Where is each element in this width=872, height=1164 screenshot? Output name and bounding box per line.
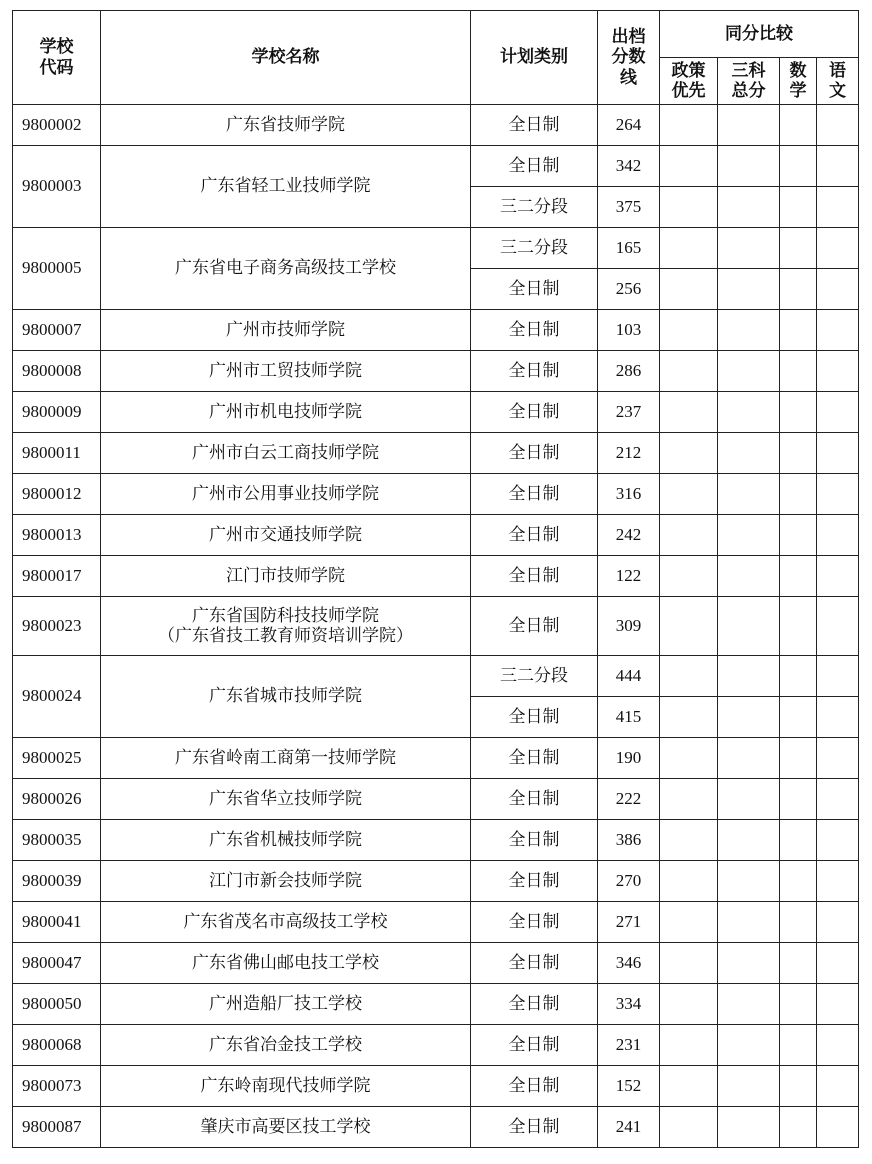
school-name-cell: [101, 146, 471, 228]
school-code-cell: 9800087: [13, 1107, 101, 1148]
chinese-cell: [817, 779, 859, 820]
school-name-cell: [101, 1107, 471, 1148]
math-cell: [780, 1025, 817, 1066]
three-subject-total-cell: [718, 820, 780, 861]
policy-priority-cell: [660, 902, 718, 943]
school-name-cell: [101, 392, 471, 433]
plan-type-cell: 全日制: [471, 738, 598, 779]
plan-type-cell: 全日制: [471, 984, 598, 1025]
chinese-cell: [817, 105, 859, 146]
school-code-cell: 9800005: [13, 228, 101, 310]
school-code-cell: 9800026: [13, 779, 101, 820]
school-name-line: 广州市交通技师学院: [209, 524, 362, 545]
chinese-cell: [817, 1107, 859, 1148]
policy-priority-cell: [660, 1107, 718, 1148]
plan-type-cell: 全日制: [471, 392, 598, 433]
school-name-cell: [101, 779, 471, 820]
policy-priority-cell: [660, 556, 718, 597]
table-row: [13, 515, 859, 556]
school-code-cell: 9800008: [13, 351, 101, 392]
math-cell: [780, 105, 817, 146]
school-name-line: 广州造船厂技工学校: [209, 993, 362, 1014]
policy-priority-cell: [660, 597, 718, 656]
school-name-line: 广东省机械技师学院: [209, 829, 362, 850]
plan-type-cell: 全日制: [471, 820, 598, 861]
table-row: [13, 943, 859, 984]
school-name-line: 广州市机电技师学院: [209, 401, 362, 422]
math-cell: [780, 656, 817, 697]
chinese-cell: [817, 515, 859, 556]
header-sub-line: 学: [789, 81, 807, 101]
table-row: [13, 738, 859, 779]
school-name-cell: [101, 228, 471, 310]
school-code-cell: 9800024: [13, 656, 101, 738]
header-sub-line: 数: [789, 60, 807, 81]
table-row: [13, 474, 859, 515]
chinese-cell: [817, 187, 859, 228]
table-row: [13, 902, 859, 943]
school-name-line: 广东省技师学院: [226, 114, 345, 135]
table-row: [13, 392, 859, 433]
policy-priority-cell: [660, 310, 718, 351]
plan-type-cell: 全日制: [471, 351, 598, 392]
header-three-subject-total: [718, 58, 780, 105]
school-name-line: 广东省国防科技技师学院: [192, 605, 379, 626]
three-subject-total-cell: [718, 310, 780, 351]
school-name-cell: [101, 474, 471, 515]
math-cell: [780, 779, 817, 820]
header-sub-line: 总分: [731, 81, 766, 101]
school-code-cell: 9800039: [13, 861, 101, 902]
table-row: [13, 146, 859, 187]
math-cell: [780, 392, 817, 433]
three-subject-total-cell: [718, 861, 780, 902]
chinese-cell: [817, 943, 859, 984]
header-policy-priority: [660, 58, 718, 105]
table-row: [13, 820, 859, 861]
chinese-cell: [817, 392, 859, 433]
cutoff-score-cell: 286: [598, 351, 660, 392]
math-cell: [780, 738, 817, 779]
school-name-cell: [101, 984, 471, 1025]
cutoff-score-cell: 222: [598, 779, 660, 820]
school-name-cell: [101, 515, 471, 556]
math-cell: [780, 902, 817, 943]
three-subject-total-cell: [718, 902, 780, 943]
school-code-cell: 9800003: [13, 146, 101, 228]
school-name-line: 肇庆市高要区技工学校: [200, 1116, 371, 1137]
school-name-cell: [101, 861, 471, 902]
math-cell: [780, 984, 817, 1025]
policy-priority-cell: [660, 943, 718, 984]
cutoff-score-cell: 334: [598, 984, 660, 1025]
table-row: [13, 861, 859, 902]
math-cell: [780, 474, 817, 515]
three-subject-total-cell: [718, 187, 780, 228]
three-subject-total-cell: [718, 351, 780, 392]
school-code-cell: 9800073: [13, 1066, 101, 1107]
school-code-cell: 9800009: [13, 392, 101, 433]
cutoff-score-cell: 386: [598, 820, 660, 861]
plan-type-cell: 全日制: [471, 556, 598, 597]
plan-type-cell: 全日制: [471, 474, 598, 515]
three-subject-total-cell: [718, 146, 780, 187]
three-subject-total-cell: [718, 433, 780, 474]
plan-type-cell: 全日制: [471, 697, 598, 738]
policy-priority-cell: [660, 738, 718, 779]
school-code-cell: 9800025: [13, 738, 101, 779]
cutoff-score-cell: 264: [598, 105, 660, 146]
chinese-cell: [817, 861, 859, 902]
table-row: [13, 310, 859, 351]
school-name-line: 广东省华立技师学院: [209, 788, 362, 809]
school-name-cell: [101, 597, 471, 656]
policy-priority-cell: [660, 515, 718, 556]
school-name-cell: [101, 902, 471, 943]
math-cell: [780, 187, 817, 228]
chinese-cell: [817, 556, 859, 597]
header-math: [780, 58, 817, 105]
school-name-line: 广东省电子商务高级技工学校: [175, 258, 396, 279]
school-name-line: 广东省佛山邮电技工学校: [192, 952, 379, 973]
plan-type-cell: 全日制: [471, 515, 598, 556]
math-cell: [780, 556, 817, 597]
plan-type-cell: 全日制: [471, 310, 598, 351]
header-sub-line: 优先: [671, 81, 706, 101]
policy-priority-cell: [660, 269, 718, 310]
plan-type-cell: 全日制: [471, 861, 598, 902]
three-subject-total-cell: [718, 515, 780, 556]
policy-priority-cell: [660, 1066, 718, 1107]
three-subject-total-cell: [718, 474, 780, 515]
math-cell: [780, 351, 817, 392]
school-name-cell: [101, 351, 471, 392]
three-subject-total-cell: [718, 1025, 780, 1066]
plan-type-cell: 全日制: [471, 943, 598, 984]
plan-type-cell: 三二分段: [471, 656, 598, 697]
cutoff-score-cell: 271: [598, 902, 660, 943]
chinese-cell: [817, 269, 859, 310]
policy-priority-cell: [660, 697, 718, 738]
policy-priority-cell: [660, 984, 718, 1025]
header-tie-comparison: 同分比较: [660, 11, 859, 58]
chinese-cell: [817, 351, 859, 392]
table-row: [13, 105, 859, 146]
policy-priority-cell: [660, 779, 718, 820]
school-name-cell: [101, 310, 471, 351]
three-subject-total-cell: [718, 738, 780, 779]
header-plan-type: 计划类别: [471, 11, 598, 105]
header-cutoff-score: [598, 11, 660, 105]
plan-type-cell: 全日制: [471, 597, 598, 656]
math-cell: [780, 820, 817, 861]
school-name-line: 广东省茂名市高级技工学校: [183, 911, 388, 932]
school-name-line: 广州市公用事业技师学院: [192, 483, 379, 504]
chinese-cell: [817, 433, 859, 474]
math-cell: [780, 515, 817, 556]
school-name-line: 广东省冶金技工学校: [209, 1034, 362, 1055]
school-code-cell: 9800068: [13, 1025, 101, 1066]
school-name-cell: [101, 820, 471, 861]
school-code-cell: 9800035: [13, 820, 101, 861]
plan-type-cell: 全日制: [471, 1025, 598, 1066]
table-body: [13, 105, 859, 1148]
three-subject-total-cell: [718, 779, 780, 820]
school-name-line: 江门市技师学院: [226, 565, 345, 586]
cutoff-score-cell: 256: [598, 269, 660, 310]
school-code-cell: 9800011: [13, 433, 101, 474]
admission-score-table: [12, 10, 859, 1148]
policy-priority-cell: [660, 351, 718, 392]
school-name-line: 广东岭南现代技师学院: [200, 1075, 371, 1096]
plan-type-cell: 全日制: [471, 433, 598, 474]
plan-type-cell: 三二分段: [471, 228, 598, 269]
cutoff-score-cell: 375: [598, 187, 660, 228]
math-cell: [780, 146, 817, 187]
cutoff-score-cell: 231: [598, 1025, 660, 1066]
math-cell: [780, 597, 817, 656]
cutoff-score-cell: 309: [598, 597, 660, 656]
cutoff-score-cell: 165: [598, 228, 660, 269]
plan-type-cell: 全日制: [471, 779, 598, 820]
chinese-cell: [817, 902, 859, 943]
three-subject-total-cell: [718, 1066, 780, 1107]
three-subject-total-cell: [718, 597, 780, 656]
table-row: [13, 351, 859, 392]
school-name-line: 广东省岭南工商第一技师学院: [175, 747, 396, 768]
header-cutoff-line: 线: [620, 67, 637, 88]
cutoff-score-cell: 415: [598, 697, 660, 738]
plan-type-cell: 全日制: [471, 902, 598, 943]
cutoff-score-cell: 237: [598, 392, 660, 433]
policy-priority-cell: [660, 228, 718, 269]
chinese-cell: [817, 1025, 859, 1066]
table-row: [13, 228, 859, 269]
school-code-cell: 9800050: [13, 984, 101, 1025]
header-chinese: [817, 58, 859, 105]
header-cutoff-line: 出档: [611, 26, 646, 47]
plan-type-cell: 全日制: [471, 1107, 598, 1148]
math-cell: [780, 1066, 817, 1107]
plan-type-cell: 全日制: [471, 105, 598, 146]
table-row: [13, 1066, 859, 1107]
chinese-cell: [817, 310, 859, 351]
school-name-cell: [101, 1025, 471, 1066]
cutoff-score-cell: 122: [598, 556, 660, 597]
math-cell: [780, 433, 817, 474]
cutoff-score-cell: 241: [598, 1107, 660, 1148]
header-row-top: [13, 11, 859, 58]
school-code-cell: 9800002: [13, 105, 101, 146]
plan-type-cell: 三二分段: [471, 187, 598, 228]
table-row: [13, 1025, 859, 1066]
school-code-cell: 9800023: [13, 597, 101, 656]
table-row: [13, 556, 859, 597]
school-code-cell: 9800047: [13, 943, 101, 984]
policy-priority-cell: [660, 187, 718, 228]
math-cell: [780, 943, 817, 984]
cutoff-score-cell: 342: [598, 146, 660, 187]
three-subject-total-cell: [718, 269, 780, 310]
header-sub-line: 三科: [731, 60, 766, 81]
chinese-cell: [817, 738, 859, 779]
three-subject-total-cell: [718, 392, 780, 433]
three-subject-total-cell: [718, 656, 780, 697]
school-name-line: （广东省技工教育师资培训学院）: [158, 626, 413, 646]
cutoff-score-cell: 190: [598, 738, 660, 779]
chinese-cell: [817, 656, 859, 697]
policy-priority-cell: [660, 861, 718, 902]
school-code-cell: 9800017: [13, 556, 101, 597]
chinese-cell: [817, 984, 859, 1025]
school-name-cell: [101, 656, 471, 738]
school-name-line: 广东省轻工业技师学院: [200, 176, 371, 197]
table-row: [13, 1107, 859, 1148]
cutoff-score-cell: 212: [598, 433, 660, 474]
school-code-cell: 9800012: [13, 474, 101, 515]
school-name-cell: [101, 943, 471, 984]
cutoff-score-cell: 103: [598, 310, 660, 351]
table-row: [13, 984, 859, 1025]
table-row: [13, 433, 859, 474]
header-school-code-line: 代码: [39, 57, 74, 78]
policy-priority-cell: [660, 105, 718, 146]
cutoff-score-cell: 316: [598, 474, 660, 515]
three-subject-total-cell: [718, 943, 780, 984]
cutoff-score-cell: 270: [598, 861, 660, 902]
plan-type-cell: 全日制: [471, 1066, 598, 1107]
policy-priority-cell: [660, 474, 718, 515]
school-name-line: 广州市技师学院: [226, 319, 345, 340]
three-subject-total-cell: [718, 984, 780, 1025]
three-subject-total-cell: [718, 228, 780, 269]
policy-priority-cell: [660, 1025, 718, 1066]
header-sub-line: 文: [829, 81, 846, 101]
three-subject-total-cell: [718, 697, 780, 738]
chinese-cell: [817, 146, 859, 187]
math-cell: [780, 697, 817, 738]
cutoff-score-cell: 152: [598, 1066, 660, 1107]
school-name-line: 广州市工贸技师学院: [209, 360, 362, 381]
math-cell: [780, 228, 817, 269]
header-sub-line: 语: [829, 60, 846, 81]
policy-priority-cell: [660, 392, 718, 433]
plan-type-cell: 全日制: [471, 269, 598, 310]
table-row: [13, 597, 859, 656]
cutoff-score-cell: 242: [598, 515, 660, 556]
three-subject-total-cell: [718, 1107, 780, 1148]
school-name-cell: [101, 105, 471, 146]
header-cutoff-line: 分数: [611, 47, 646, 68]
policy-priority-cell: [660, 820, 718, 861]
school-name-line: 广州市白云工商技师学院: [192, 442, 379, 463]
school-name-cell: [101, 738, 471, 779]
school-name-line: 广东省城市技师学院: [209, 686, 362, 707]
header-school-code-line: 学校: [39, 37, 74, 58]
header-school-name: 学校名称: [101, 11, 471, 105]
plan-type-cell: 全日制: [471, 146, 598, 187]
chinese-cell: [817, 228, 859, 269]
school-code-cell: 9800007: [13, 310, 101, 351]
header-school-code: [13, 11, 101, 105]
math-cell: [780, 310, 817, 351]
table-row: [13, 779, 859, 820]
school-name-line: 江门市新会技师学院: [209, 870, 362, 891]
policy-priority-cell: [660, 146, 718, 187]
school-code-cell: 9800041: [13, 902, 101, 943]
chinese-cell: [817, 1066, 859, 1107]
chinese-cell: [817, 697, 859, 738]
chinese-cell: [817, 597, 859, 656]
table-row: [13, 656, 859, 697]
chinese-cell: [817, 820, 859, 861]
policy-priority-cell: [660, 433, 718, 474]
school-code-cell: 9800013: [13, 515, 101, 556]
school-name-cell: [101, 556, 471, 597]
three-subject-total-cell: [718, 105, 780, 146]
math-cell: [780, 1107, 817, 1148]
cutoff-score-cell: 346: [598, 943, 660, 984]
cutoff-score-cell: 444: [598, 656, 660, 697]
header-sub-line: 政策: [671, 60, 706, 81]
three-subject-total-cell: [718, 556, 780, 597]
math-cell: [780, 861, 817, 902]
school-name-cell: [101, 1066, 471, 1107]
school-name-cell: [101, 433, 471, 474]
policy-priority-cell: [660, 656, 718, 697]
chinese-cell: [817, 474, 859, 515]
math-cell: [780, 269, 817, 310]
